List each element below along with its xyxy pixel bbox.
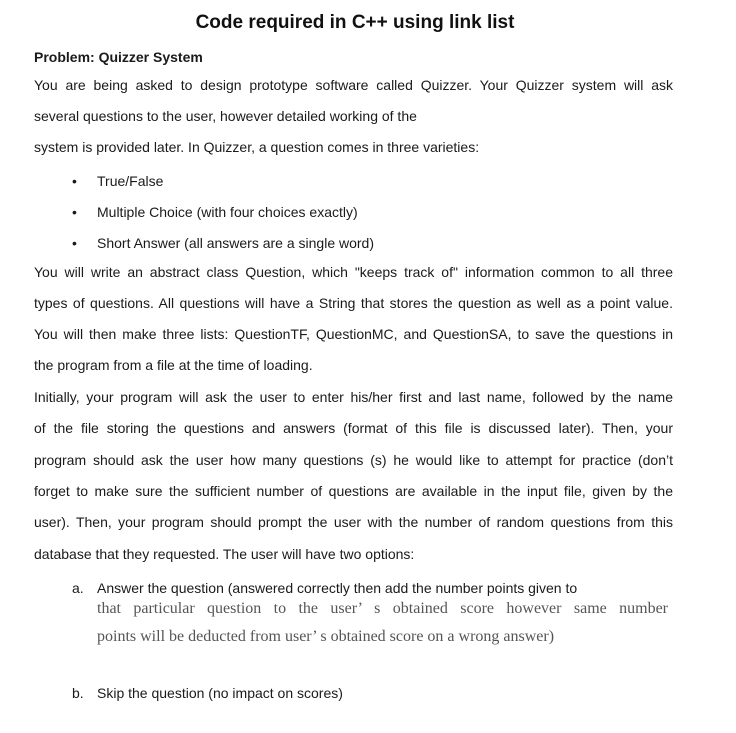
program-line-3: program should ask the user how many questions (s) he would like to attempt for practice (don’t <box>34 452 673 468</box>
class-line-1: You will write an abstract class Question, which "keeps track of" information common to all three <box>34 264 673 280</box>
problem-heading: Problem: Quizzer System <box>34 49 203 65</box>
option-a-text: Answer the question (answered correctly then add the number points given to <box>97 580 578 596</box>
program-line-6: database that they requested. The user will have two options: <box>34 546 415 562</box>
option-a-marker: a. <box>72 580 84 596</box>
bullet-icon: • <box>72 235 77 251</box>
class-line-3: You will then make three lists: QuestionTF, QuestionMC, and QuestionSA, to save the questions in <box>34 326 673 342</box>
class-line-2: types of questions. All questions will have a String that stores the question as well as a point value. <box>34 295 673 311</box>
option-b-marker: b. <box>72 685 84 701</box>
intro-line-3: system is provided later. In Quizzer, a question comes in three varieties: <box>34 139 480 155</box>
option-b-text: Skip the question (no impact on scores) <box>97 685 343 701</box>
bullet-icon: • <box>72 204 77 220</box>
program-line-5: user). Then, your program should prompt the user with the number of random questions from this <box>34 514 673 530</box>
document-title: Code required in C++ using link list <box>195 12 515 33</box>
variety-item-multiple-choice: Multiple Choice (with four choices exactly) <box>97 204 358 220</box>
program-line-1: Initially, your program will ask the user to enter his/her first and last name, followed by the name <box>34 389 673 405</box>
class-line-4: the program from a file at the time of loading. <box>34 357 313 373</box>
intro-line-2: several questions to the user, however detailed working of the <box>34 108 417 124</box>
program-line-2: of the file storing the questions and answers (format of this file is discussed later). Then, your <box>34 420 673 436</box>
bullet-icon: • <box>72 173 77 189</box>
program-line-4: forget to make sure the sufficient number of questions are available in the input file, given by the <box>34 483 673 499</box>
variety-item-short-answer: Short Answer (all answers are a single word) <box>97 235 375 251</box>
intro-line-1: You are being asked to design prototype software called Quizzer. Your Quizzer system will ask <box>34 77 673 93</box>
variety-item-true-false: True/False <box>97 173 164 189</box>
option-a-continuation-2: points will be deducted from user’ s obtained score on a wrong answer) <box>97 628 555 645</box>
option-a-continuation-1: that particular question to the user’ s obtained score however same number <box>97 600 668 617</box>
